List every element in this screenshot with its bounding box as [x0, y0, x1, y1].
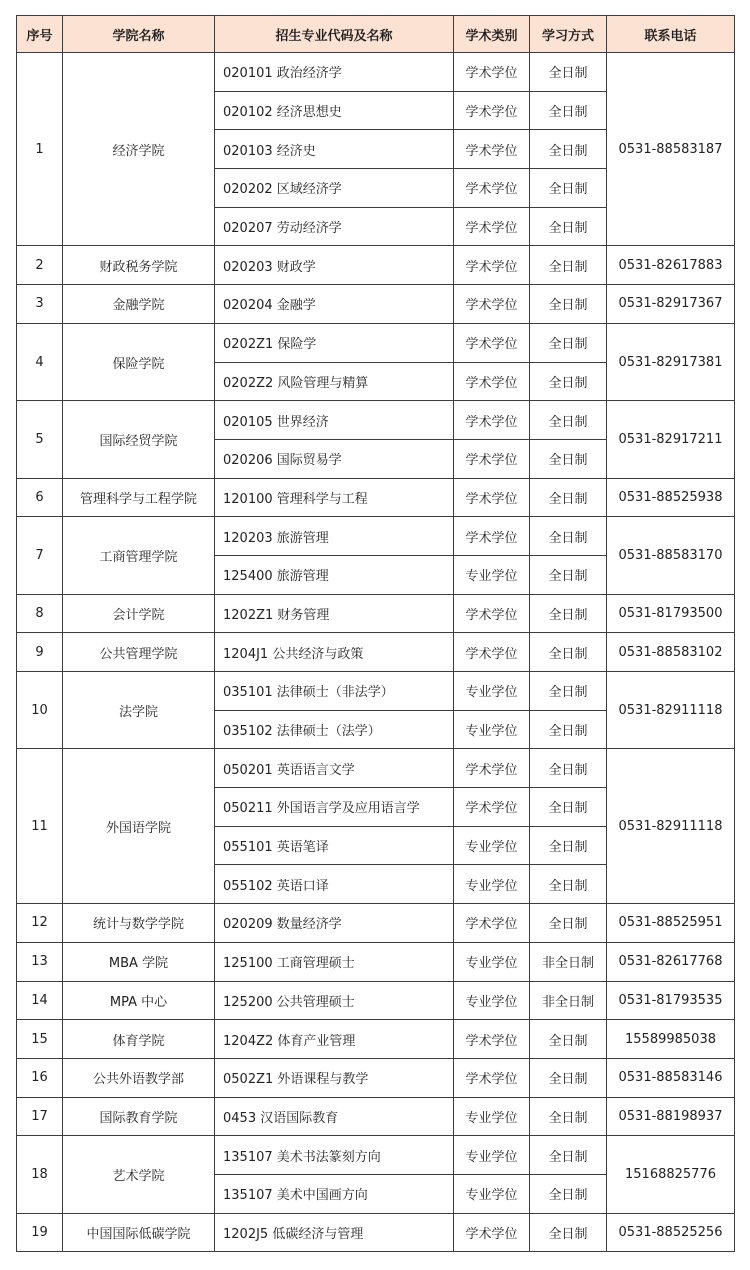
degree-category: 专业学位	[454, 826, 530, 865]
header-category: 学术类别	[454, 16, 530, 53]
row-number: 14	[17, 981, 63, 1020]
table-row	[17, 1136, 735, 1175]
table-row	[17, 246, 735, 285]
header-major: 招生专业代码及名称	[215, 16, 454, 53]
table-row	[17, 401, 735, 440]
degree-category: 专业学位	[454, 1136, 530, 1175]
major-name: 035101 法律硕士（非法学）	[215, 672, 454, 711]
contact-phone: 0531-81793535	[607, 981, 735, 1020]
study-mode: 全日制	[530, 439, 607, 478]
degree-category: 学术学位	[454, 1213, 530, 1252]
major-name: 020209 数量经济学	[215, 904, 454, 943]
header-mode: 学习方式	[530, 16, 607, 53]
school-name: MPA 中心	[63, 981, 215, 1020]
study-mode: 全日制	[530, 1097, 607, 1136]
contact-phone: 0531-88525938	[607, 478, 735, 517]
table-body	[17, 53, 735, 1252]
school-name: 国际教育学院	[63, 1097, 215, 1136]
contact-phone: 0531-82911118	[607, 749, 735, 904]
row-number: 18	[17, 1136, 63, 1213]
study-mode: 全日制	[530, 91, 607, 130]
row-number: 16	[17, 1058, 63, 1097]
degree-category: 学术学位	[454, 633, 530, 672]
degree-category: 专业学位	[454, 981, 530, 1020]
table-row	[17, 53, 735, 92]
school-name: 保险学院	[63, 323, 215, 400]
major-name: 0202Z1 保险学	[215, 323, 454, 362]
major-name: 020203 财政学	[215, 246, 454, 285]
degree-category: 学术学位	[454, 91, 530, 130]
table-row	[17, 942, 735, 981]
study-mode: 全日制	[530, 169, 607, 208]
study-mode: 全日制	[530, 401, 607, 440]
contact-phone: 0531-82917381	[607, 323, 735, 400]
contact-phone: 0531-82911118	[607, 672, 735, 749]
contact-phone: 0531-88525951	[607, 904, 735, 943]
major-name: 135107 美术中国画方向	[215, 1174, 454, 1213]
table-row	[17, 904, 735, 943]
table-row	[17, 594, 735, 633]
major-name: 055102 英语口译	[215, 865, 454, 904]
major-name: 020202 区域经济学	[215, 169, 454, 208]
row-number: 13	[17, 942, 63, 981]
degree-category: 学术学位	[454, 904, 530, 943]
header-no: 序号	[17, 16, 63, 53]
degree-category: 学术学位	[454, 207, 530, 246]
major-name: 035102 法律硕士（法学）	[215, 710, 454, 749]
major-name: 0453 汉语国际教育	[215, 1097, 454, 1136]
contact-phone: 0531-82917211	[607, 401, 735, 478]
table-row	[17, 981, 735, 1020]
study-mode: 全日制	[530, 323, 607, 362]
study-mode: 全日制	[530, 1020, 607, 1059]
study-mode: 非全日制	[530, 981, 607, 1020]
contact-phone: 0531-88583187	[607, 53, 735, 246]
row-number: 8	[17, 594, 63, 633]
study-mode: 全日制	[530, 207, 607, 246]
table-row	[17, 323, 735, 362]
row-number: 7	[17, 517, 63, 594]
study-mode: 全日制	[530, 633, 607, 672]
row-number: 6	[17, 478, 63, 517]
degree-category: 专业学位	[454, 865, 530, 904]
school-name: MBA 学院	[63, 942, 215, 981]
major-name: 055101 英语笔译	[215, 826, 454, 865]
header-school: 学院名称	[63, 16, 215, 53]
school-name: 管理科学与工程学院	[63, 478, 215, 517]
school-name: 法学院	[63, 672, 215, 749]
school-name: 会计学院	[63, 594, 215, 633]
row-number: 19	[17, 1213, 63, 1252]
degree-category: 专业学位	[454, 1097, 530, 1136]
table-row	[17, 672, 735, 711]
degree-category: 学术学位	[454, 1020, 530, 1059]
row-number: 17	[17, 1097, 63, 1136]
major-name: 020101 政治经济学	[215, 53, 454, 92]
degree-category: 学术学位	[454, 478, 530, 517]
study-mode: 全日制	[530, 517, 607, 556]
study-mode: 全日制	[530, 826, 607, 865]
degree-category: 学术学位	[454, 130, 530, 169]
contact-phone: 0531-82917367	[607, 285, 735, 324]
school-name: 统计与数学学院	[63, 904, 215, 943]
degree-category: 学术学位	[454, 439, 530, 478]
row-number: 10	[17, 672, 63, 749]
study-mode: 全日制	[530, 1058, 607, 1097]
school-name: 国际经贸学院	[63, 401, 215, 478]
school-name: 金融学院	[63, 285, 215, 324]
degree-category: 专业学位	[454, 672, 530, 711]
major-name: 050201 英语语言文学	[215, 749, 454, 788]
school-name: 工商管理学院	[63, 517, 215, 594]
study-mode: 全日制	[530, 53, 607, 92]
study-mode: 全日制	[530, 904, 607, 943]
row-number: 15	[17, 1020, 63, 1059]
major-name: 020207 劳动经济学	[215, 207, 454, 246]
major-name: 0502Z1 外语课程与教学	[215, 1058, 454, 1097]
major-name: 0202Z2 风险管理与精算	[215, 362, 454, 401]
study-mode: 全日制	[530, 555, 607, 594]
major-name: 020105 世界经济	[215, 401, 454, 440]
table-row	[17, 1058, 735, 1097]
table-row	[17, 633, 735, 672]
row-number: 9	[17, 633, 63, 672]
admissions-table	[16, 15, 735, 1252]
school-name: 中国国际低碳学院	[63, 1213, 215, 1252]
degree-category: 学术学位	[454, 362, 530, 401]
degree-category: 学术学位	[454, 517, 530, 556]
degree-category: 学术学位	[454, 323, 530, 362]
major-name: 125200 公共管理硕士	[215, 981, 454, 1020]
major-name: 1204J1 公共经济与政策	[215, 633, 454, 672]
contact-phone: 0531-82617768	[607, 942, 735, 981]
study-mode: 全日制	[530, 1213, 607, 1252]
major-name: 020102 经济思想史	[215, 91, 454, 130]
study-mode: 全日制	[530, 710, 607, 749]
table-row	[17, 1097, 735, 1136]
study-mode: 全日制	[530, 1136, 607, 1175]
major-name: 1204Z2 体育产业管理	[215, 1020, 454, 1059]
study-mode: 全日制	[530, 1174, 607, 1213]
major-name: 1202J5 低碳经济与管理	[215, 1213, 454, 1252]
degree-category: 专业学位	[454, 555, 530, 594]
study-mode: 全日制	[530, 246, 607, 285]
school-name: 艺术学院	[63, 1136, 215, 1213]
major-name: 120100 管理科学与工程	[215, 478, 454, 517]
row-number: 5	[17, 401, 63, 478]
major-name: 020204 金融学	[215, 285, 454, 324]
degree-category: 学术学位	[454, 1058, 530, 1097]
school-name: 公共管理学院	[63, 633, 215, 672]
study-mode: 非全日制	[530, 942, 607, 981]
contact-phone: 15589985038	[607, 1020, 735, 1059]
major-name: 135107 美术书法篆刻方向	[215, 1136, 454, 1175]
degree-category: 学术学位	[454, 53, 530, 92]
major-name: 020103 经济史	[215, 130, 454, 169]
row-number: 4	[17, 323, 63, 400]
study-mode: 全日制	[530, 672, 607, 711]
study-mode: 全日制	[530, 594, 607, 633]
contact-phone: 0531-88525256	[607, 1213, 735, 1252]
study-mode: 全日制	[530, 478, 607, 517]
major-name: 1202Z1 财务管理	[215, 594, 454, 633]
degree-category: 学术学位	[454, 246, 530, 285]
row-number: 1	[17, 53, 63, 246]
table-row	[17, 517, 735, 556]
study-mode: 全日制	[530, 865, 607, 904]
school-name: 外国语学院	[63, 749, 215, 904]
degree-category: 学术学位	[454, 285, 530, 324]
contact-phone: 15168825776	[607, 1136, 735, 1213]
major-name: 050211 外国语言学及应用语言学	[215, 788, 454, 827]
major-name: 020206 国际贸易学	[215, 439, 454, 478]
header-row	[17, 16, 735, 53]
degree-category: 专业学位	[454, 942, 530, 981]
contact-phone: 0531-82617883	[607, 246, 735, 285]
degree-category: 学术学位	[454, 401, 530, 440]
row-number: 2	[17, 246, 63, 285]
major-name: 125100 工商管理硕士	[215, 942, 454, 981]
contact-phone: 0531-88583170	[607, 517, 735, 594]
table-row	[17, 285, 735, 324]
study-mode: 全日制	[530, 362, 607, 401]
degree-category: 学术学位	[454, 749, 530, 788]
degree-category: 学术学位	[454, 169, 530, 208]
major-name: 120203 旅游管理	[215, 517, 454, 556]
school-name: 财政税务学院	[63, 246, 215, 285]
table-row	[17, 1020, 735, 1059]
table-row	[17, 1213, 735, 1252]
school-name: 经济学院	[63, 53, 215, 246]
school-name: 体育学院	[63, 1020, 215, 1059]
degree-category: 学术学位	[454, 594, 530, 633]
row-number: 12	[17, 904, 63, 943]
contact-phone: 0531-88198937	[607, 1097, 735, 1136]
degree-category: 学术学位	[454, 788, 530, 827]
major-name: 125400 旅游管理	[215, 555, 454, 594]
degree-category: 专业学位	[454, 710, 530, 749]
row-number: 3	[17, 285, 63, 324]
school-name: 公共外语教学部	[63, 1058, 215, 1097]
contact-phone: 0531-88583102	[607, 633, 735, 672]
table-row	[17, 749, 735, 788]
study-mode: 全日制	[530, 788, 607, 827]
contact-phone: 0531-81793500	[607, 594, 735, 633]
study-mode: 全日制	[530, 285, 607, 324]
table-row	[17, 478, 735, 517]
degree-category: 专业学位	[454, 1174, 530, 1213]
table-header	[17, 16, 735, 53]
study-mode: 全日制	[530, 749, 607, 788]
study-mode: 全日制	[530, 130, 607, 169]
header-phone: 联系电话	[607, 16, 735, 53]
row-number: 11	[17, 749, 63, 904]
contact-phone: 0531-88583146	[607, 1058, 735, 1097]
